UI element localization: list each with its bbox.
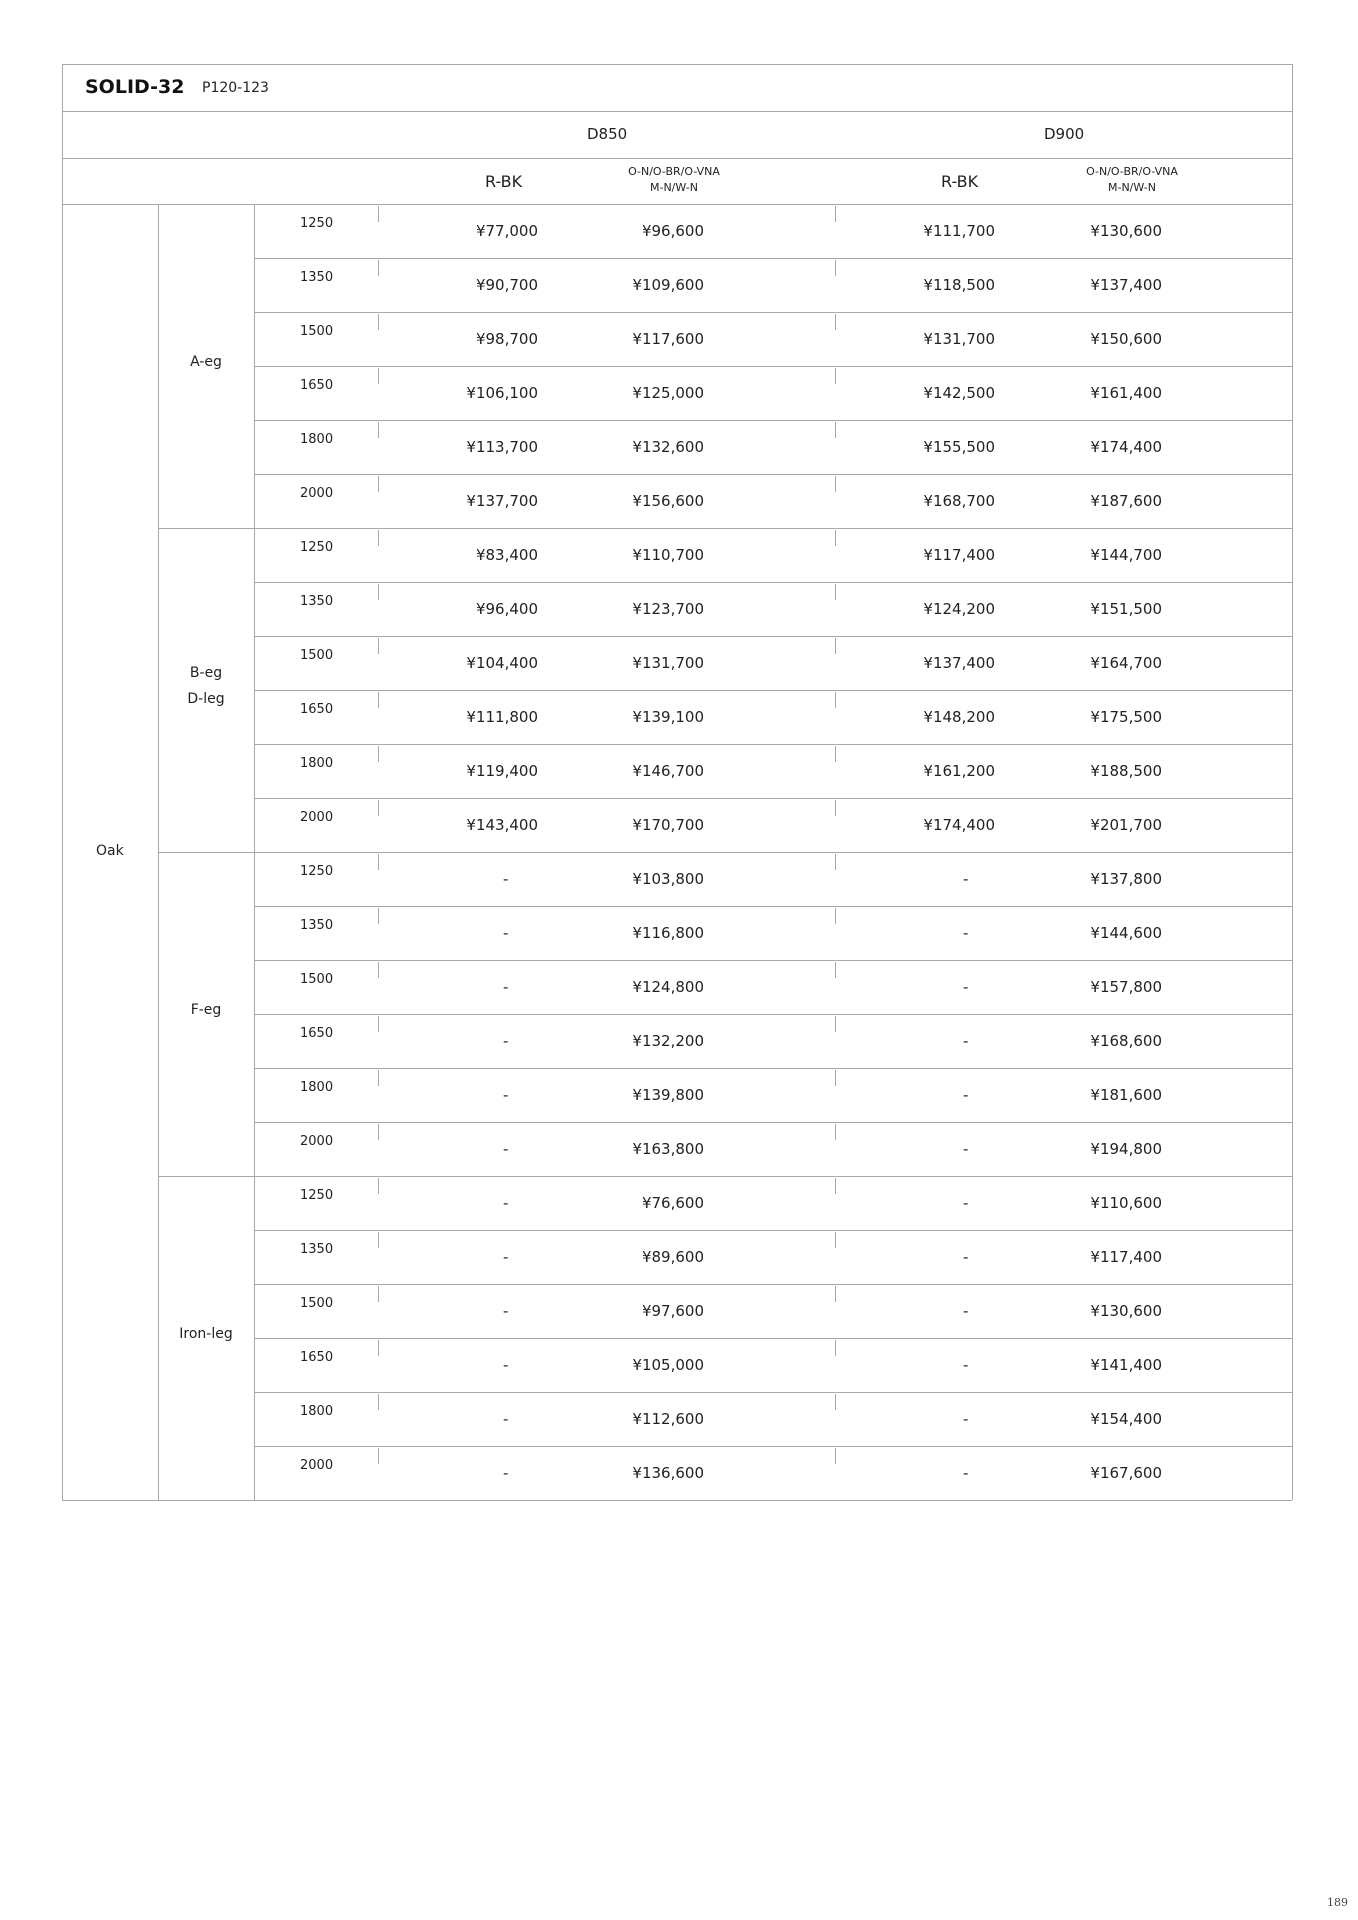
- price-d900-rbk: ¥142,500: [923, 384, 995, 402]
- cell-tick: [378, 530, 379, 546]
- price-d850-rbk: ¥106,100: [466, 384, 538, 402]
- table-left-border: [62, 64, 63, 1500]
- price-d900-multi: ¥154,400: [1090, 1410, 1162, 1428]
- title-row-divider: [62, 111, 1292, 112]
- size-row-divider: [254, 798, 1292, 799]
- price-d900-rbk: -: [963, 1086, 969, 1104]
- price-d850-multi: ¥170,700: [632, 816, 704, 834]
- cell-tick: [835, 1178, 836, 1194]
- price-d900-multi: ¥167,600: [1090, 1464, 1162, 1482]
- cell-tick: [378, 206, 379, 222]
- size-row-divider: [254, 1284, 1292, 1285]
- price-d850-rbk: -: [503, 1302, 509, 1320]
- cell-tick: [835, 746, 836, 762]
- price-d900-multi: ¥181,600: [1090, 1086, 1162, 1104]
- leg-group-divider: [158, 528, 1292, 529]
- cell-tick: [835, 1124, 836, 1140]
- price-d900-rbk: ¥118,500: [923, 276, 995, 294]
- cell-tick: [378, 1070, 379, 1086]
- price-d850-rbk: ¥111,800: [466, 708, 538, 726]
- cell-tick: [835, 1070, 836, 1086]
- price-d850-multi: ¥105,000: [632, 1356, 704, 1374]
- price-d850-multi: ¥139,800: [632, 1086, 704, 1104]
- size-label: 1350: [300, 270, 334, 285]
- cell-tick: [378, 1448, 379, 1464]
- price-d850-rbk: -: [503, 1140, 509, 1158]
- cell-tick: [835, 1340, 836, 1356]
- price-d900-rbk: ¥137,400: [923, 654, 995, 672]
- size-label: 1800: [300, 432, 334, 447]
- table-bottom-border: [62, 1500, 1292, 1501]
- price-d900-rbk: -: [963, 870, 969, 888]
- size-row-divider: [254, 1122, 1292, 1123]
- price-d900-rbk: ¥131,700: [923, 330, 995, 348]
- depth-header-divider: [62, 158, 1292, 159]
- price-d900-rbk: ¥168,700: [923, 492, 995, 510]
- cell-tick: [378, 260, 379, 276]
- leg-type-label: Iron-leg: [179, 1326, 233, 1342]
- cell-tick: [835, 584, 836, 600]
- depth-header-d900: D900: [1044, 125, 1085, 143]
- price-d900-multi: ¥164,700: [1090, 654, 1162, 672]
- table-title: SOLID-32: [85, 76, 185, 98]
- page-number: 189: [1327, 1896, 1348, 1909]
- price-d900-multi: ¥168,600: [1090, 1032, 1162, 1050]
- size-label: 1500: [300, 324, 334, 339]
- size-row-divider: [254, 1230, 1292, 1231]
- cell-tick: [835, 1394, 836, 1410]
- cell-tick: [835, 800, 836, 816]
- size-row-divider: [254, 582, 1292, 583]
- size-label: 1800: [300, 756, 334, 771]
- price-d850-rbk: -: [503, 924, 509, 942]
- size-label: 1650: [300, 702, 334, 717]
- page-reference: P120-123: [202, 80, 269, 96]
- cell-tick: [835, 476, 836, 492]
- leg-group-divider: [158, 852, 1292, 853]
- price-d900-rbk: -: [963, 1140, 969, 1158]
- size-label: 1350: [300, 918, 334, 933]
- cell-tick: [378, 800, 379, 816]
- size-label: 1500: [300, 1296, 334, 1311]
- size-label: 1650: [300, 1350, 334, 1365]
- table-top-border: [62, 64, 1292, 65]
- price-d850-multi: ¥112,600: [632, 1410, 704, 1428]
- cell-tick: [378, 1016, 379, 1032]
- cell-tick: [378, 638, 379, 654]
- price-d900-multi: ¥151,500: [1090, 600, 1162, 618]
- table-right-border: [1292, 64, 1293, 1500]
- leg-type-label: A-eg: [190, 354, 222, 370]
- size-row-divider: [254, 1068, 1292, 1069]
- price-d850-rbk: -: [503, 1032, 509, 1050]
- cell-tick: [835, 1232, 836, 1248]
- price-d900-rbk: ¥124,200: [923, 600, 995, 618]
- price-d900-multi: ¥194,800: [1090, 1140, 1162, 1158]
- size-label: 2000: [300, 810, 334, 825]
- size-row-divider: [254, 1338, 1292, 1339]
- price-d850-multi: ¥96,600: [641, 222, 704, 240]
- price-d850-rbk: -: [503, 1410, 509, 1428]
- size-row-divider: [254, 312, 1292, 313]
- size-row-divider: [254, 960, 1292, 961]
- price-d900-rbk: ¥161,200: [923, 762, 995, 780]
- cell-tick: [378, 962, 379, 978]
- size-row-divider: [254, 636, 1292, 637]
- cell-tick: [835, 854, 836, 870]
- size-row-divider: [254, 1446, 1292, 1447]
- size-row-divider: [254, 366, 1292, 367]
- cell-tick: [378, 854, 379, 870]
- price-d850-multi: ¥76,600: [641, 1194, 704, 1212]
- size-row-divider: [254, 744, 1292, 745]
- price-d850-rbk: ¥77,000: [475, 222, 538, 240]
- price-d900-multi: ¥174,400: [1090, 438, 1162, 456]
- cell-tick: [378, 908, 379, 924]
- price-d850-rbk: ¥143,400: [466, 816, 538, 834]
- cell-tick: [378, 584, 379, 600]
- size-label: 1650: [300, 378, 334, 393]
- price-d900-multi: ¥137,800: [1090, 870, 1162, 888]
- price-d900-rbk: -: [963, 924, 969, 942]
- price-d900-rbk: ¥111,700: [923, 222, 995, 240]
- price-d900-multi: ¥157,800: [1090, 978, 1162, 996]
- cell-tick: [378, 1286, 379, 1302]
- size-label: 1250: [300, 1188, 334, 1203]
- price-d900-multi: ¥175,500: [1090, 708, 1162, 726]
- price-d900-multi: ¥187,600: [1090, 492, 1162, 510]
- size-row-divider: [254, 1392, 1292, 1393]
- size-row-divider: [254, 690, 1292, 691]
- size-label: 2000: [300, 1458, 334, 1473]
- price-d900-rbk: -: [963, 978, 969, 996]
- depth-header-d850: D850: [587, 125, 628, 143]
- size-label: 1500: [300, 648, 334, 663]
- cell-tick: [378, 1124, 379, 1140]
- price-d900-multi: ¥161,400: [1090, 384, 1162, 402]
- cell-tick: [378, 476, 379, 492]
- price-d850-rbk: ¥96,400: [475, 600, 538, 618]
- price-d900-rbk: -: [963, 1248, 969, 1266]
- price-d900-rbk: ¥117,400: [923, 546, 995, 564]
- cell-tick: [835, 314, 836, 330]
- size-row-divider: [254, 474, 1292, 475]
- cell-tick: [835, 1448, 836, 1464]
- cell-tick: [835, 692, 836, 708]
- finish-header-rbk-d900: R-BK: [941, 172, 979, 191]
- price-d850-multi: ¥131,700: [632, 654, 704, 672]
- price-d850-rbk: ¥113,700: [466, 438, 538, 456]
- price-d900-multi: ¥144,600: [1090, 924, 1162, 942]
- finish-header-rbk-d850: R-BK: [485, 172, 523, 191]
- cell-tick: [835, 1016, 836, 1032]
- size-label: 1250: [300, 216, 334, 231]
- size-row-divider: [254, 906, 1292, 907]
- price-d850-rbk: ¥83,400: [475, 546, 538, 564]
- size-label: 1500: [300, 972, 334, 987]
- size-label: 2000: [300, 486, 334, 501]
- price-d900-rbk: -: [963, 1410, 969, 1428]
- size-row-divider: [254, 420, 1292, 421]
- price-d850-multi: ¥123,700: [632, 600, 704, 618]
- price-d900-multi: ¥130,600: [1090, 1302, 1162, 1320]
- cell-tick: [835, 206, 836, 222]
- cell-tick: [378, 1340, 379, 1356]
- price-d850-multi: ¥132,600: [632, 438, 704, 456]
- price-d850-rbk: -: [503, 978, 509, 996]
- price-d900-multi: ¥137,400: [1090, 276, 1162, 294]
- price-d900-rbk: -: [963, 1194, 969, 1212]
- price-d900-rbk: ¥148,200: [923, 708, 995, 726]
- price-d900-multi: ¥110,600: [1090, 1194, 1162, 1212]
- size-label: 1350: [300, 1242, 334, 1257]
- size-label: 1350: [300, 594, 334, 609]
- cell-tick: [378, 1394, 379, 1410]
- cell-tick: [835, 530, 836, 546]
- leg-group-divider: [158, 1176, 1292, 1177]
- cell-tick: [835, 368, 836, 384]
- cell-tick: [835, 962, 836, 978]
- price-d850-multi: ¥132,200: [632, 1032, 704, 1050]
- cell-tick: [378, 1232, 379, 1248]
- size-label: 1250: [300, 864, 334, 879]
- price-d850-multi: ¥139,100: [632, 708, 704, 726]
- cell-tick: [835, 908, 836, 924]
- finish-header-divider: [62, 204, 1292, 205]
- price-d900-rbk: ¥155,500: [923, 438, 995, 456]
- price-d850-multi: ¥103,800: [632, 870, 704, 888]
- price-d900-multi: ¥188,500: [1090, 762, 1162, 780]
- price-d850-multi: ¥156,600: [632, 492, 704, 510]
- price-d900-multi: ¥201,700: [1090, 816, 1162, 834]
- price-d850-rbk: -: [503, 870, 509, 888]
- cell-tick: [835, 422, 836, 438]
- price-d850-multi: ¥117,600: [632, 330, 704, 348]
- price-d900-rbk: -: [963, 1464, 969, 1482]
- price-d850-multi: ¥109,600: [632, 276, 704, 294]
- price-d900-multi: ¥144,700: [1090, 546, 1162, 564]
- cell-tick: [378, 422, 379, 438]
- price-d850-rbk: ¥104,400: [466, 654, 538, 672]
- price-d850-rbk: -: [503, 1086, 509, 1104]
- cell-tick: [378, 1178, 379, 1194]
- leg-type-label: B-eg D-leg: [187, 665, 225, 707]
- price-d850-rbk: ¥90,700: [475, 276, 538, 294]
- cell-tick: [378, 746, 379, 762]
- price-d850-multi: ¥110,700: [632, 546, 704, 564]
- price-d900-rbk: -: [963, 1302, 969, 1320]
- price-d850-multi: ¥163,800: [632, 1140, 704, 1158]
- price-d900-multi: ¥150,600: [1090, 330, 1162, 348]
- price-d850-multi: ¥97,600: [641, 1302, 704, 1320]
- cell-tick: [378, 368, 379, 384]
- finish-header-multi-d850: O-N/O-BR/O-VNA M-N/W-N: [628, 165, 720, 194]
- price-d850-multi: ¥116,800: [632, 924, 704, 942]
- price-d900-multi: ¥141,400: [1090, 1356, 1162, 1374]
- size-label: 2000: [300, 1134, 334, 1149]
- price-d850-multi: ¥146,700: [632, 762, 704, 780]
- size-label: 1250: [300, 540, 334, 555]
- size-row-divider: [254, 258, 1292, 259]
- cell-tick: [835, 638, 836, 654]
- price-d850-multi: ¥125,000: [632, 384, 704, 402]
- price-d900-rbk: ¥174,400: [923, 816, 995, 834]
- size-label: 1650: [300, 1026, 334, 1041]
- cell-tick: [835, 260, 836, 276]
- price-d850-multi: ¥136,600: [632, 1464, 704, 1482]
- material-label: Oak: [96, 843, 124, 859]
- cell-tick: [835, 1286, 836, 1302]
- price-d850-rbk: ¥119,400: [466, 762, 538, 780]
- price-d850-rbk: ¥98,700: [475, 330, 538, 348]
- price-d900-rbk: -: [963, 1032, 969, 1050]
- finish-header-multi-d900: O-N/O-BR/O-VNA M-N/W-N: [1086, 165, 1178, 194]
- price-d850-rbk: -: [503, 1248, 509, 1266]
- price-d900-multi: ¥117,400: [1090, 1248, 1162, 1266]
- price-d850-rbk: -: [503, 1356, 509, 1374]
- size-label: 1800: [300, 1080, 334, 1095]
- price-d900-multi: ¥130,600: [1090, 222, 1162, 240]
- price-d850-multi: ¥124,800: [632, 978, 704, 996]
- price-d900-rbk: -: [963, 1356, 969, 1374]
- leg-type-label: F-eg: [190, 1002, 222, 1018]
- cell-tick: [378, 692, 379, 708]
- size-label: 1800: [300, 1404, 334, 1419]
- price-d850-multi: ¥89,600: [641, 1248, 704, 1266]
- price-d850-rbk: -: [503, 1194, 509, 1212]
- price-d850-rbk: ¥137,700: [466, 492, 538, 510]
- size-row-divider: [254, 1014, 1292, 1015]
- price-d850-rbk: -: [503, 1464, 509, 1482]
- cell-tick: [378, 314, 379, 330]
